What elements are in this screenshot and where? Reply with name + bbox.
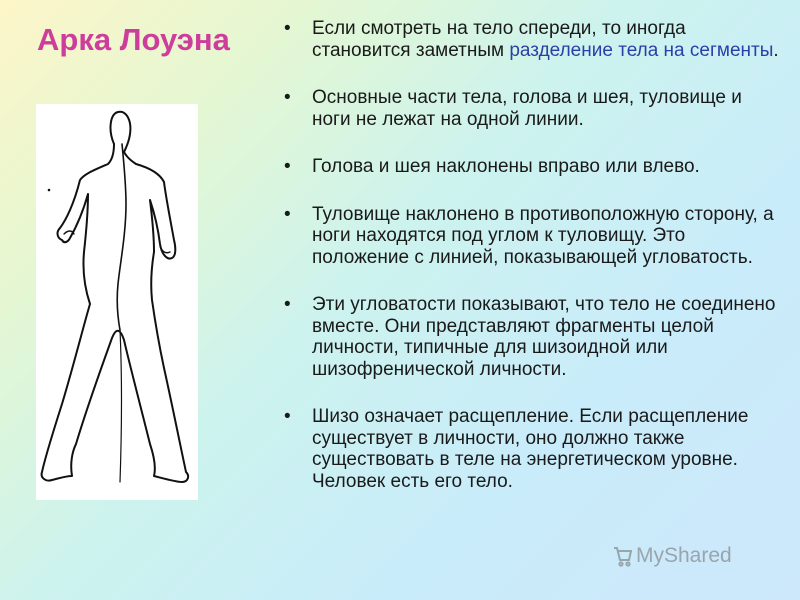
bullet-list	[278, 18, 783, 492]
bullet-item	[278, 18, 783, 61]
bullet-marker: •	[284, 406, 291, 427]
highlighted-text: разделение тела на сегменты	[509, 39, 774, 61]
body-outline-icon	[36, 104, 198, 500]
bullet-text: Туловище наклонено в противоположную сторону, а ноги находятся под углом к туловищу. Это положение с линией, показывающей угловатость.	[312, 203, 774, 268]
bullet-item	[278, 204, 783, 269]
bullet-text: Голова и шея наклонены вправо или влево.	[312, 156, 700, 177]
bullet-item	[278, 406, 783, 492]
bullet-marker: •	[284, 18, 291, 39]
cart-icon	[612, 545, 632, 567]
bullet-text-end: .	[773, 39, 779, 61]
bullet-marker: •	[284, 87, 291, 108]
bullet-marker: •	[284, 156, 291, 177]
bullet-item	[278, 294, 783, 380]
bullet-text: Основные части тела, голова и шея, туловище и ноги не лежат на одной линии.	[312, 87, 742, 130]
bullet-text: Эти угловатости показывают, что тело не соединено вместе. Они представляют фрагменты целой личности, типичные для шизоидной или шизофренической личности.	[312, 294, 776, 380]
watermark	[612, 544, 732, 568]
bullet-text-start: Если смотреть на тело спереди, то иногда становится заметным	[312, 18, 686, 61]
bullet-item	[278, 156, 783, 178]
bullet-item	[278, 87, 783, 130]
watermark-text: MyShared	[636, 544, 732, 567]
bullet-marker: •	[284, 294, 291, 315]
slide-title: Арка Лоуэна	[37, 22, 230, 57]
body-outline-figure	[36, 104, 198, 500]
bullet-text: Шизо означает расщепление. Если расщепление существует в личности, оно должно также существовать в теле на энергетическом уровне. Человек есть его тело.	[312, 406, 749, 492]
bullet-marker: •	[284, 203, 291, 225]
